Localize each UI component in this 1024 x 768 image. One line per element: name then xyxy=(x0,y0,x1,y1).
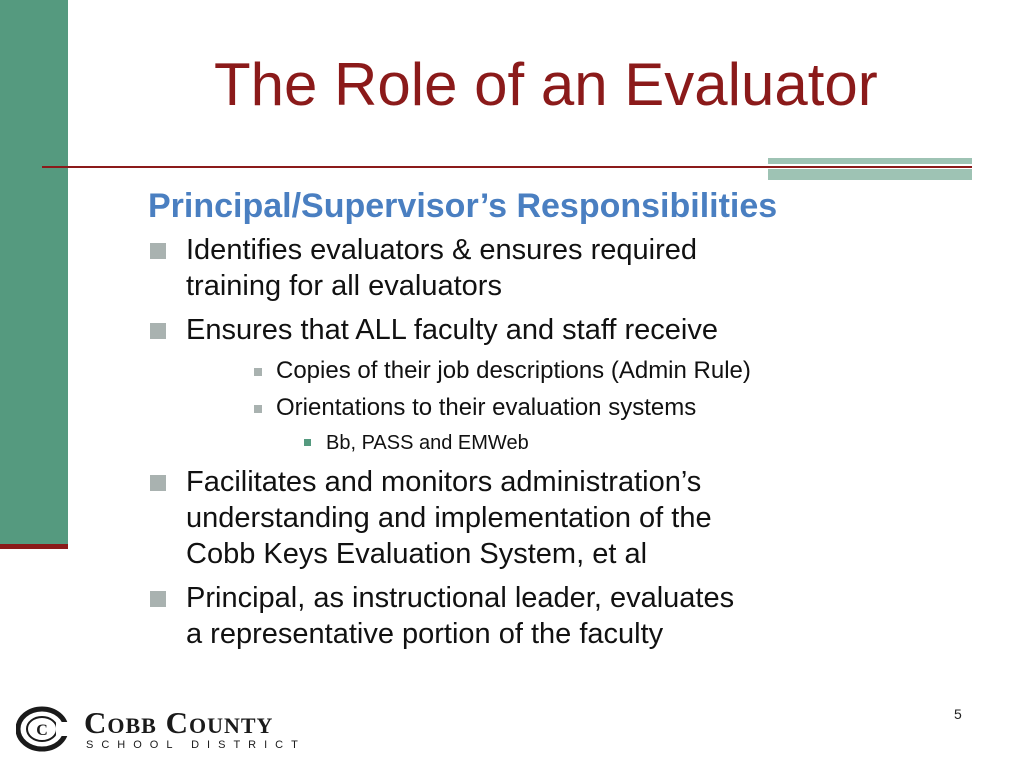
logo-subtitle: SCHOOL DISTRICT xyxy=(86,739,306,751)
square-bullet-icon xyxy=(150,591,166,607)
bullet-text: Identifies evaluators & ensures required xyxy=(186,234,698,266)
bullet-text: Cobb Keys Evaluation System, et al xyxy=(186,538,648,570)
square-bullet-icon xyxy=(150,323,166,339)
logo-name: Cobb County xyxy=(84,705,274,740)
accent-stripe-top xyxy=(768,158,972,164)
sub-bullet-item xyxy=(148,356,908,386)
small-square-bullet-icon xyxy=(254,368,262,376)
bullet-item xyxy=(148,312,908,348)
slide-content xyxy=(148,186,908,660)
accent-stripes xyxy=(768,158,972,180)
square-bullet-icon xyxy=(150,243,166,259)
slide-title: The Role of an Evaluator xyxy=(214,51,878,118)
left-accent-underline xyxy=(0,544,68,549)
bullet-text: a representative portion of the faculty xyxy=(186,618,664,650)
bullet-text: Ensures that ALL faculty and staff receive xyxy=(186,314,718,346)
section-subheading: Principal/Supervisor’s Responsibilities xyxy=(148,187,778,225)
district-logo xyxy=(16,706,316,756)
bullet-text: Facilitates and monitors administration’s xyxy=(186,466,702,498)
accent-stripe-bottom xyxy=(768,169,972,180)
bullet-item xyxy=(148,232,908,304)
emblem-letter: C xyxy=(36,722,48,739)
sub-bullet-text: Copies of their job descriptions (Admin Rule) xyxy=(276,357,751,384)
tiny-square-bullet-icon xyxy=(304,439,311,446)
small-square-bullet-icon xyxy=(254,405,262,413)
left-accent-bar xyxy=(0,0,68,547)
page-number: 5 xyxy=(954,706,962,722)
sub-sub-bullet-item xyxy=(148,430,908,456)
bullet-text: understanding and implementation of the xyxy=(186,502,712,534)
sub-bullet-item xyxy=(148,393,908,423)
sub-bullet-text: Orientations to their evaluation systems xyxy=(276,394,697,421)
sub-sub-bullet-text: Bb, PASS and EMWeb xyxy=(326,432,529,454)
bullet-item xyxy=(148,464,908,572)
district-emblem-icon xyxy=(16,706,72,752)
square-bullet-icon xyxy=(150,475,166,491)
bullet-text: training for all evaluators xyxy=(186,270,502,302)
bullet-text: Principal, as instructional leader, evaluates xyxy=(186,582,735,614)
bullet-item xyxy=(148,580,908,652)
